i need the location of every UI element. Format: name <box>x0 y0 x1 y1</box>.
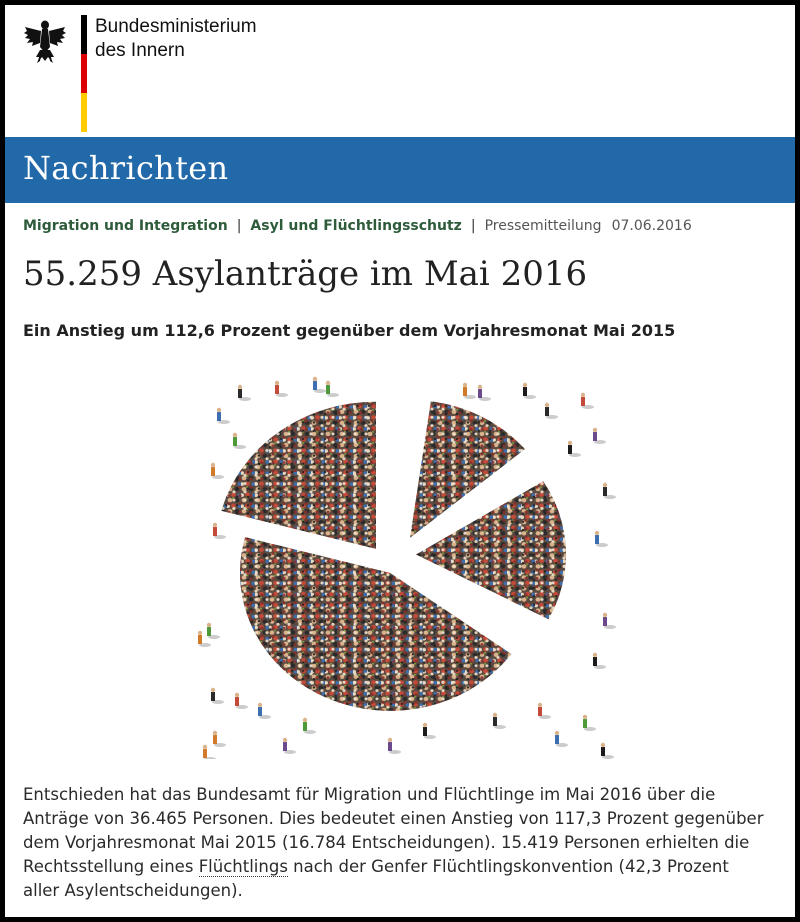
person-figure <box>423 723 436 739</box>
ministry-name <box>95 15 257 63</box>
person-figure <box>601 743 614 759</box>
person-figure <box>213 731 226 747</box>
person-figure <box>211 688 224 704</box>
person-figure <box>593 428 606 444</box>
body-line: dem Vorjahresmonat Mai 2015 (16.784 Entscheidungen). 15.419 Personen erhielten die <box>23 833 750 852</box>
person-figure <box>258 703 271 719</box>
person-figure <box>595 531 608 547</box>
section-banner <box>5 137 795 203</box>
body-text: nach der Genfer Flüchtlingskonvention (42,3 Prozent <box>287 857 729 876</box>
article-type: Pressemitteilung <box>484 218 602 234</box>
person-figure <box>388 738 401 754</box>
person-figure <box>313 377 326 393</box>
section-title: Nachrichten <box>23 149 229 187</box>
body-line: Entschieden hat das Bundesamt für Migration und Flüchtlinge im Mai 2016 über die <box>23 785 716 804</box>
person-figure <box>326 381 339 397</box>
article-body <box>23 783 783 903</box>
article-subheadline: Ein Anstieg um 112,6 Prozent gegenüber dem Vorjahresmonat Mai 2015 <box>23 321 676 340</box>
person-figure <box>583 715 596 731</box>
person-figure <box>211 463 224 479</box>
person-figure <box>213 523 226 539</box>
meta-separator: | <box>236 218 242 234</box>
meta-separator: | <box>470 218 476 234</box>
flag-bar <box>81 15 87 132</box>
person-figure <box>275 381 288 397</box>
person-figure <box>538 703 551 719</box>
person-figure <box>303 718 316 734</box>
crowd-pie-image <box>185 367 625 759</box>
person-figure <box>463 383 476 399</box>
body-line: aller Asylentscheidungen). <box>23 881 243 900</box>
person-figure <box>568 441 581 457</box>
person-figure <box>283 738 296 754</box>
person-figure <box>593 653 606 669</box>
person-figure <box>217 408 230 424</box>
ministry-name-line2: des Innern <box>95 40 185 61</box>
person-figure <box>555 731 568 747</box>
person-figure <box>581 393 594 409</box>
crowd-pie-wedge <box>221 402 376 549</box>
body-text: Rechtsstellung eines <box>23 857 199 876</box>
ministry-logo[interactable] <box>23 13 323 133</box>
crowd-pie-chart-icon <box>185 367 625 759</box>
article-date: 07.06.2016 <box>611 218 692 234</box>
person-figure <box>603 483 616 499</box>
person-figure <box>523 383 536 399</box>
body-line: Anträge von 36.465 Personen. Dies bedeutet einen Anstieg von 117,3 Prozent gegenüber <box>23 809 764 828</box>
person-figure <box>233 433 246 449</box>
category-link-migration[interactable]: Migration und Integration <box>23 218 228 234</box>
glossary-term-link[interactable]: Flüchtlings <box>198 857 288 876</box>
person-figure <box>493 713 506 729</box>
federal-eagle-icon <box>23 17 67 65</box>
person-figure <box>203 745 216 759</box>
person-figure <box>478 385 491 401</box>
page-frame <box>5 5 795 917</box>
person-figure <box>545 403 558 419</box>
article-meta <box>23 218 692 234</box>
person-figure <box>235 693 248 709</box>
ministry-name-line1: Bundesministerium <box>95 16 257 37</box>
person-figure <box>238 385 251 401</box>
person-figure <box>207 623 220 639</box>
article-headline: 55.259 Asylanträge im Mai 2016 <box>23 254 588 294</box>
body-line <box>23 855 783 879</box>
category-link-asyl[interactable]: Asyl und Flüchtlingsschutz <box>250 218 462 234</box>
person-figure <box>603 613 616 629</box>
